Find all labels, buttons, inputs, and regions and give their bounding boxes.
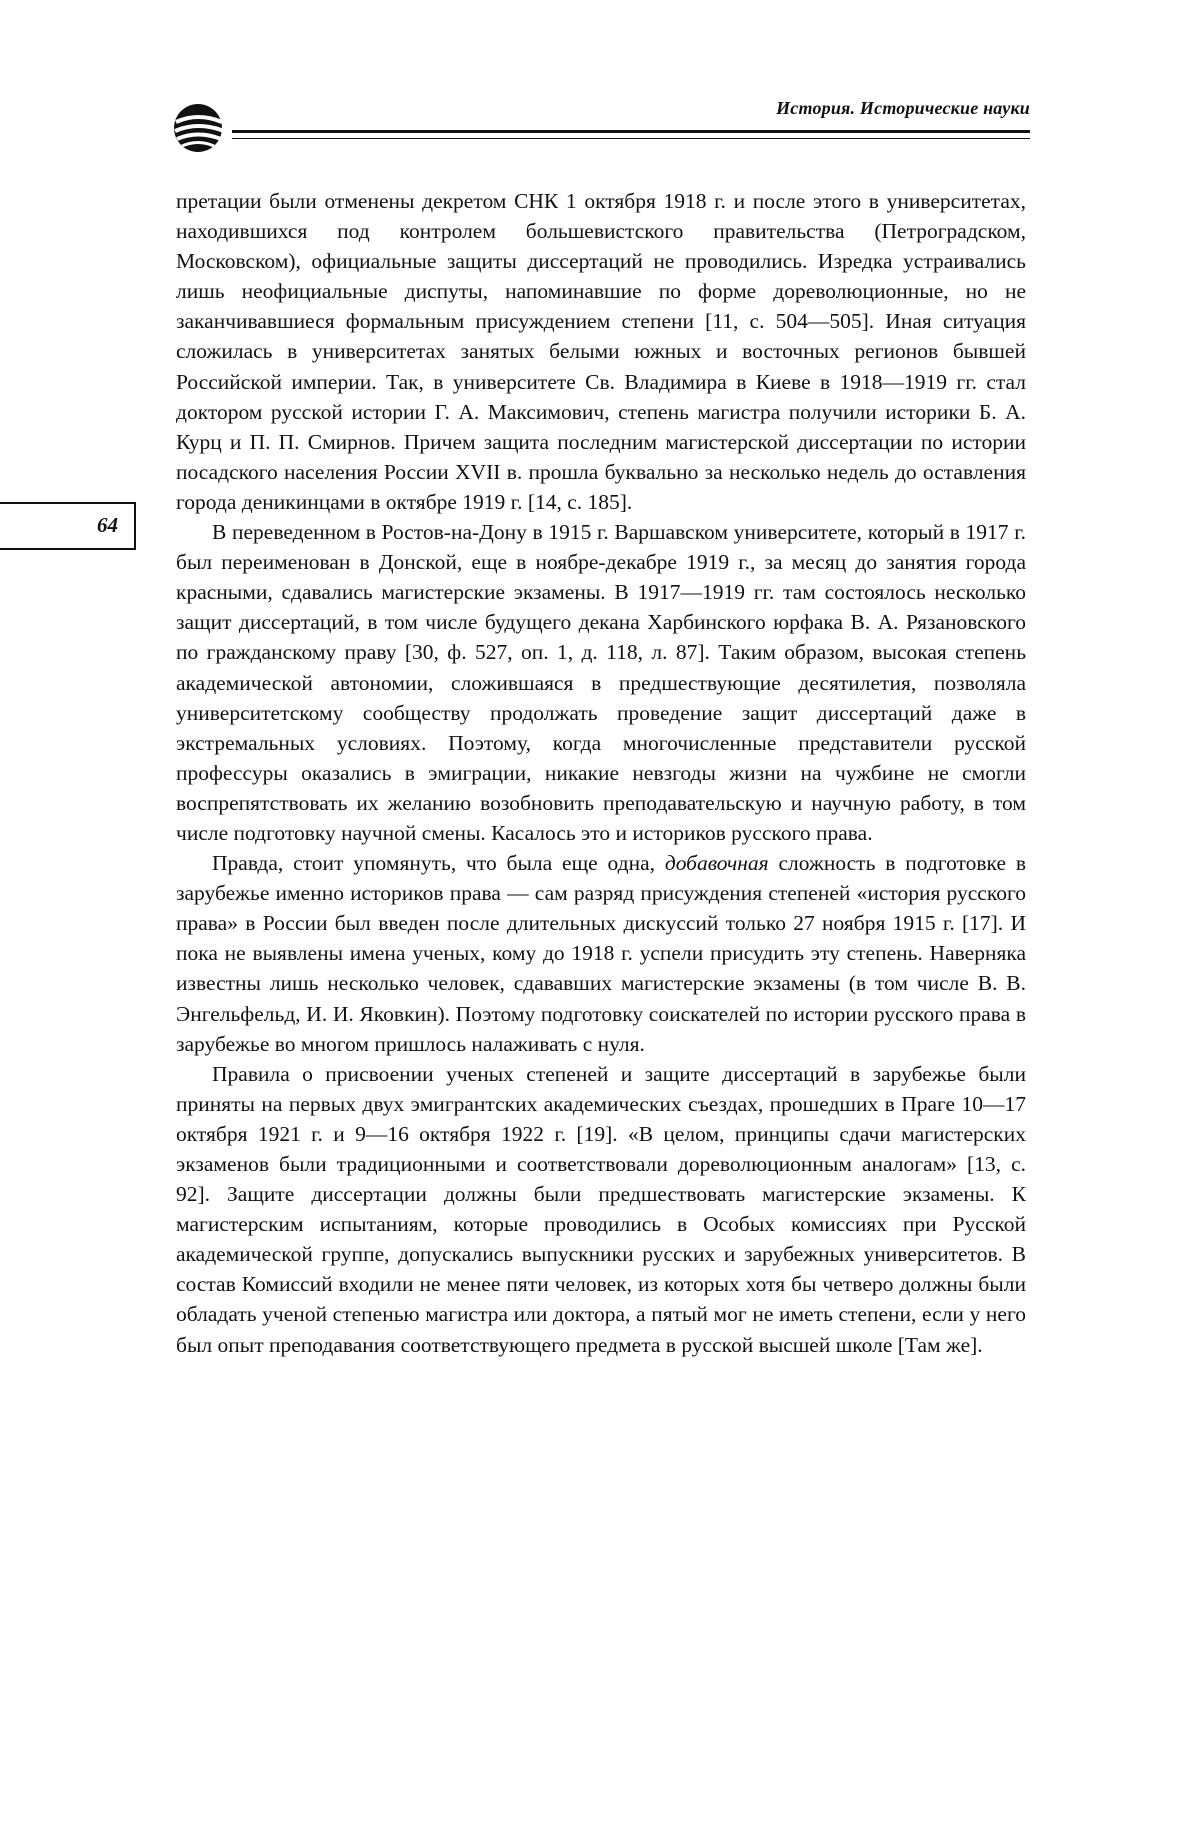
page-number: 64 bbox=[97, 513, 118, 537]
paragraph-3-end: сложность в подготовке в зарубежье именно историков права — сам разряд присуждения степеней «история русского права» в России был введен после длительных дискуссий только 27 ноября 1915 г. [17]. И пока не выявлены имена ученых, кому до 1918 г. успели присудить эту степень. Наверняка известны лишь несколько человек, сдававших магистерские экзамены (в том числе В. В. Энгельфельд, И. И. Яковкин). Поэтому подготовку соискателей по истории русского права в зарубежье во многом пришлось налаживать с нуля. bbox=[176, 851, 1026, 1056]
paragraph-2: В переведенном в Ростов-на-Дону в 1915 г. Варшавском университете, который в 1917 г. был переименован в Донской, еще в ноябре-декабре 1919 г., за месяц до занятия города красными, сдавались магистерские экзамены. В 1917—1919 гг. там состоялось несколько защит диссертаций, в том числе будущего декана Харбинского юрфака В. А. Рязановского по гражданскому праву [30, ф. 527, оп. 1, д. 118, л. 87]. Таким образом, высокая степень академической автономии, сложившаяся в предшествующие десятилетия, позволяла университетскому сообществу продолжать проведение защит диссертаций даже в экстремальных условиях. Поэтому, когда многочисленные представители русской профессуры оказались в эмиграции, никакие невзгоды жизни на чужбине не смогли воспрепятствовать их желанию возобновить преподавательскую и научную работу, в том числе подготовку научной смены. Касалось это и историков русского права. bbox=[176, 520, 1026, 845]
header-rule-thin bbox=[232, 138, 1030, 139]
paragraph-3 bbox=[176, 848, 1026, 1059]
page-number-tab bbox=[0, 502, 136, 550]
emphasized-word: добавочная bbox=[664, 851, 769, 876]
paragraph-4: Правила о присвоении ученых степеней и защите диссертаций в зарубежье были приняты на первых двух эмигрантских академических съездах, прошедших в Праге 10—17 октября 1921 г. и 9—16 октября 1922 г. [19]. «В целом, принципы сдачи магистерских экзаменов были традиционными и соответствовали дореволюционным аналогам» [13, с. 92]. Защите диссертации должны были предшествовать магистерские экзамены. К магистерским испытаниям, которые проводились в Особых комиссиях при Русской академической группе, допускались выпускники русских и зарубежных университетов. В состав Комиссий входили не менее пяти человек, из которых хотя бы четверо должны были обладать ученой степенью магистра или доктора, а пятый мог не иметь степени, если у него был опыт преподавания соответствующего предмета в русской высшей школе [Там же]. bbox=[176, 1061, 1026, 1357]
running-header bbox=[172, 96, 1030, 156]
header-rule-thick bbox=[232, 130, 1030, 133]
publisher-logo-icon bbox=[172, 102, 230, 154]
paragraph-3-start: Правда, стоит упомянуть, что была еще одна, bbox=[212, 851, 665, 876]
paragraph-1: претации были отменены декретом СНК 1 октября 1918 г. и после этого в университетах, находившихся под контролем большевистского правительства (Петроградском, Московском), официальные защиты диссертаций не проводились. Изредка устраивались лишь неофициальные диспуты, напоминавшие по форме дореволюционные, но не заканчивавшиеся формальным присуждением степени [11, с. 504—505]. Иная ситуация сложилась в университетах занятых белыми южных и восточных регионов бывшей Российской империи. Так, в университете Св. Владимира в Киеве в 1918—1919 гг. стал доктором русской истории Г. А. Максимович, степень магистра получили историки Б. А. Курц и П. П. Смирнов. Причем защита последним магистерской диссертации по истории посадского населения России XVII в. прошла буквально за несколько недель до оставления города деникинцами в октябре 1919 г. [14, с. 185]. bbox=[176, 189, 1026, 514]
body-text bbox=[176, 186, 1026, 1360]
running-title: История. Исторические науки bbox=[776, 98, 1030, 118]
